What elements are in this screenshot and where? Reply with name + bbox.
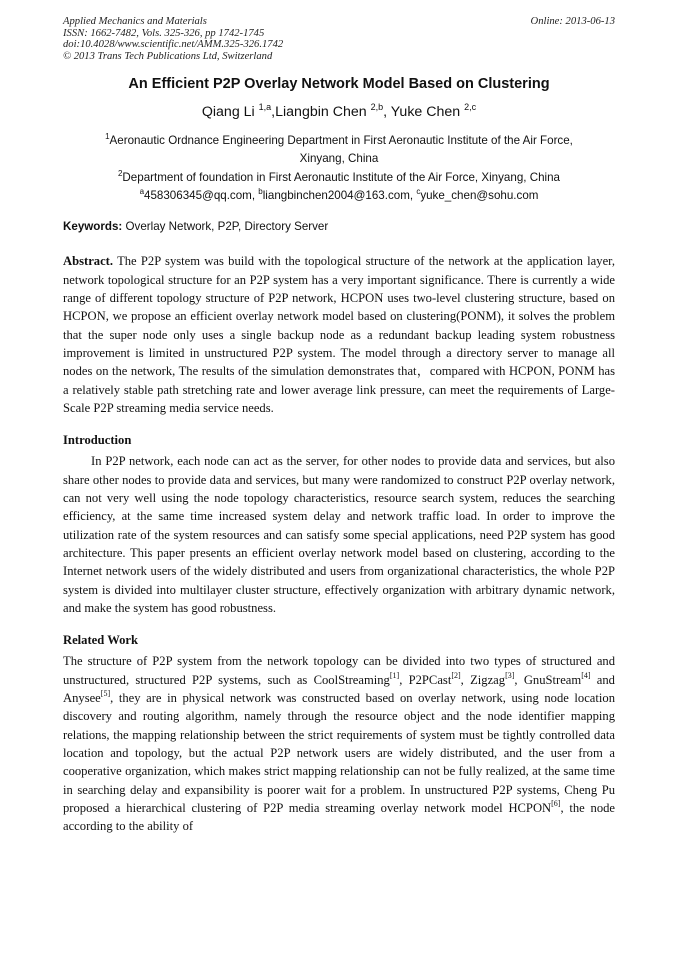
email-b: liangbinchen2004@163.com,: [262, 188, 417, 202]
introduction-heading: Introduction: [63, 433, 132, 448]
affiliation-2-text: Department of foundation in First Aeronautic Institute of the Air Force, Xinyang, China: [122, 170, 561, 184]
abstract: [63, 252, 615, 417]
related-work-text: The structure of P2P system from the network topology can be divided into two types of structured and unstructured, structured P2P systems, such as CoolStreaming: [63, 654, 615, 687]
related-work-text: , they are in physical network was constructed based on overlay network, using node location discovery and routing algorithm, namely through the resource object and the node identifier mapping relations, the mapping relationship between the strict requirements of system must be tightly controlled data location and topology, but the actual P2P network users are widely distributed, and the user from a cooperative organization, which makes strict mapping relationship can not be fully realized, at the same time in searching delay and expansibility is poorer wait for a problem. In unstructured P2P systems, Cheng Pu proposed a hierarchical clustering of P2P media streaming overlay network model HCPON: [63, 691, 615, 816]
related-work-heading: Related Work: [63, 633, 138, 648]
author-name: Qiang Li: [201, 104, 255, 120]
affiliation-1-line2: Xinyang, China: [299, 152, 379, 166]
author-separator: ,: [383, 104, 391, 120]
author-affiliation-mark: 2,c: [464, 102, 477, 112]
related-work-paragraph: [63, 652, 615, 835]
abstract-text: The P2P system was build with the topological structure of the network at the application layer, network topological structure for an P2P system has a very important significance. There is currently a wide range of different topology structure of P2P network, HCPON uses two-level clustering structure, based on HCPON, we propose an efficient overlay network model based on clustering(PONM), it solves the problem that the super node only uses a single backup node as a redundant backup leading system robustness improvement is limited in unstructured P2P system. The model through a directory server to manage all nodes on the network, The results of the simulation demonstrates that，compared with HCPON, PONM has a relatively stable path stretching rate and lower average link pressure, can meet the requirements of Large-Scale P2P streaming media service needs.: [63, 254, 615, 415]
journal-name: Applied Mechanics and Materials: [63, 16, 207, 27]
author-name: Liangbin Chen: [275, 104, 367, 120]
author-list: [63, 102, 615, 122]
online-date: Online: 2013-06-13: [530, 16, 615, 27]
author-affiliation-mark: 2,b: [370, 102, 384, 112]
issn-line: ISSN: 1662-7482, Vols. 325-326, pp 1742-1745: [63, 27, 265, 39]
copyright-line: © 2013 Trans Tech Publications Ltd, Switzerland: [63, 50, 273, 62]
affiliation-1-line1: Aeronautic Ordnance Engineering Department in First Aeronautic Institute of the Air Force,: [109, 134, 573, 147]
affiliations: [63, 132, 615, 205]
related-work-text: , GnuStream: [514, 672, 582, 687]
related-work-text: , P2PCast: [399, 672, 452, 687]
introduction-paragraph: In P2P network, each node can act as the server, for other nodes to provide data and services, but also share other nodes to provide data and services, but many were randomized to construct P2P overlay network, can not very well using the node topology characteristics, resource search system, reduces the searching efficiency, at the same time increased system delay and network traffic load. In order to improve the utilization rate of the system resources and can satisfy some special applications, need P2P system has good architecture. This paper presents an efficient overlay network model based on clustering, according to the Internet network users of the widely distributed and users from organizational characteristics, the whole P2P system is divided into multilayer cluster structure, effectively organization with arbitrary dynamic network, and make the system has good robustness.: [63, 454, 615, 616]
keywords-label: Keywords:: [63, 220, 123, 234]
citation-ref: [3]: [505, 670, 515, 680]
email-a: 458306345@qq.com,: [144, 188, 259, 202]
author-name: Yuke Chen: [390, 104, 461, 120]
keywords: [63, 219, 615, 235]
related-work-text: , Zigzag: [460, 672, 506, 687]
paper-title: An Efficient P2P Overlay Network Model Based on Clustering: [128, 76, 550, 92]
email-c: yuke_chen@sohu.com: [420, 188, 539, 202]
affiliation-mark: 2: [117, 168, 123, 178]
affiliation-2: [63, 169, 615, 187]
email-line: [63, 187, 615, 205]
email-mark: b: [258, 186, 263, 196]
affiliation-1: [63, 132, 615, 150]
abstract-label: Abstract.: [63, 254, 114, 269]
related-work-text: , the node according to the ability of: [63, 801, 615, 834]
citation-ref: [1]: [389, 670, 400, 680]
related-work-text: and Anysee: [63, 672, 615, 706]
journal-header: [63, 16, 615, 62]
citation-ref: [4]: [581, 670, 591, 680]
affiliation-mark: 1: [105, 132, 110, 141]
citation-ref: [6]: [551, 799, 561, 809]
citation-ref: [2]: [451, 670, 461, 680]
author-affiliation-mark: 1,a: [258, 102, 272, 112]
keywords-text: Overlay Network, P2P, Directory Server: [122, 220, 329, 234]
citation-ref: [5]: [100, 689, 111, 699]
email-mark: c: [416, 186, 421, 196]
doi-line: doi:10.4028/www.scientific.net/AMM.325-326.1742: [63, 39, 284, 50]
email-mark: a: [139, 186, 145, 196]
author-separator: ,: [271, 104, 276, 120]
